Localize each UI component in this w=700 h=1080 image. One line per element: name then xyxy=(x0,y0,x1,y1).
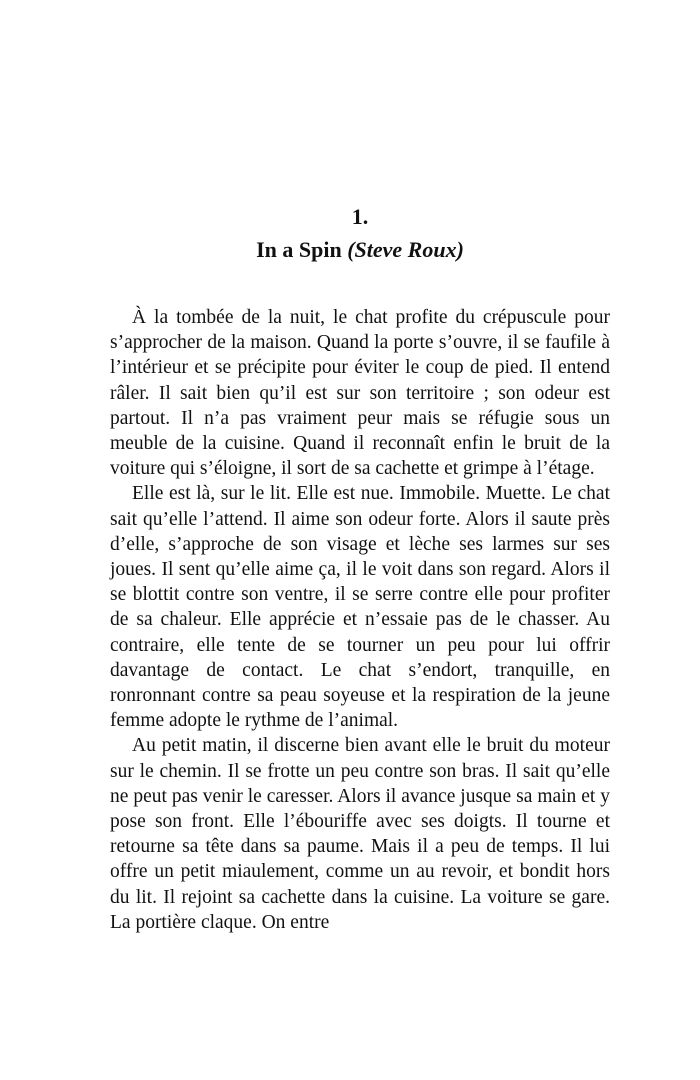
book-page xyxy=(110,0,610,1080)
chapter-title xyxy=(110,236,610,264)
chapter-body xyxy=(110,305,610,935)
chapter-author: (Steve Roux) xyxy=(347,237,464,262)
chapter-title-text: In a Spin xyxy=(256,237,348,262)
paragraph-1: À la tombée de la nuit, le chat profite du crépuscule pour s’approcher de la maison. Quand la porte s’ouvre, il se faufile à l’intérieur et se précipite pour éviter le coup de pied. Il entend râler. Il sait bien qu’il est sur son territoire ; son odeur est partout. Il n’a pas vraiment peur mais se réfugie sous un meuble de la cuisine. Quand il reconnaît enfin le bruit de la voiture qui s’éloigne, il sort de sa cachette et grimpe à l’étage. xyxy=(110,307,610,480)
paragraph-2: Elle est là, sur le lit. Elle est nue. Immobile. Muette. Le chat sait qu’elle l’attend. Il aime son odeur forte. Alors il saute près d’elle, s’approche de son visage et lèche ses larmes sur ses joues. Il sent qu’elle aime ça, il le voit dans son regard. Alors il se blottit contre son ventre, il se serre contre elle pour profiter de sa chaleur. Elle apprécie et n’essaie pas de le chasser. Au contraire, elle tente de se tourner un peu pour lui offrir davantage de contact. Le chat s’endort, tranquille, en ronronnant contre sa peau soyeuse et la respiration de la jeune femme adopte le rythme de l’animal. xyxy=(110,483,610,732)
chapter-number: 1. xyxy=(351,204,369,229)
paragraph-3: Au petit matin, il discerne bien avant elle le bruit du moteur sur le chemin. Il se frotte un peu contre son bras. Il sait qu’elle ne peut pas venir le caresser. Alors il avance jusque sa main et y pose son front. Elle l’ébouriffe avec ses doigts. Il tourne et retourne sa tête dans sa paume. Mais il a peu de temps. Il lui offre un petit miaulement, comme un au revoir, et bondit hors du lit. Il rejoint sa cachette dans la cuisine. La voiture se gare. La portière claque. On entre xyxy=(110,735,610,933)
